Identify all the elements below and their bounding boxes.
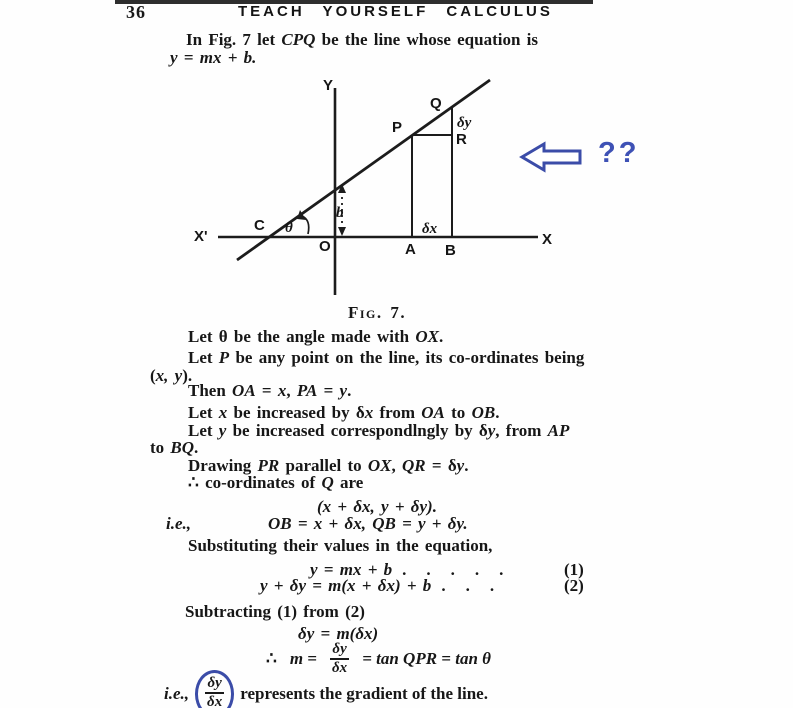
annotation-circle [195, 670, 234, 708]
text-line-l12 [188, 536, 492, 556]
fraction-numerator: δy [207, 675, 222, 691]
angle-label-theta: θ [285, 220, 293, 236]
text-segment: ... [441, 576, 515, 595]
point-label-q: Q [430, 95, 442, 112]
text-segment: AP [547, 421, 570, 440]
text-segment: y + δy = m(x + δx) + b [260, 576, 432, 595]
text-segment: y [456, 456, 465, 475]
text-segment: be increased correspondlngly by δ [226, 421, 488, 440]
point-label-c: C [254, 217, 265, 234]
text-line-l2 [188, 348, 584, 368]
text-segment: BQ [170, 438, 195, 457]
text-segment: from [373, 403, 422, 422]
page-title: TEACH YOURSELF CALCULUS [238, 3, 553, 20]
text-segment: Q [321, 473, 334, 492]
text-line-intro2 [170, 48, 256, 68]
text-line-l1 [188, 327, 443, 347]
text-segment: QR [402, 456, 426, 475]
text-segment: x [364, 403, 374, 422]
text-segment: ( [150, 366, 156, 385]
text-line-l11a [166, 514, 191, 534]
m-equation-rhs: = tan QPR = tan θ [362, 649, 491, 669]
text-segment: . [495, 403, 500, 422]
circled-dy-dx-fraction [205, 675, 224, 708]
text-segment: CPQ [281, 30, 316, 49]
text-segment: . [438, 327, 444, 346]
text-segment: (1) [564, 560, 584, 579]
fraction-denominator: δx [332, 660, 348, 677]
intercept-label-b: b [336, 205, 344, 221]
text-line-eq2 [260, 576, 514, 596]
text-segment: . [347, 381, 352, 400]
text-segment: y = mx + b. [170, 48, 257, 67]
annotation-left-arrow-icon [516, 140, 586, 174]
fraction-numerator: δy [332, 641, 347, 657]
text-line-l5 [188, 403, 499, 423]
text-segment: Let [188, 403, 219, 422]
annotation-question-marks: ?? [598, 137, 640, 169]
text-segment: Subtracting (1) from (2) [185, 602, 365, 621]
text-segment: PA [296, 381, 318, 400]
text-segment: . [464, 456, 469, 475]
text-segment: x [218, 403, 228, 422]
text-segment: = δ [425, 456, 457, 475]
text-line-l3 [150, 366, 192, 386]
fraction-denominator: δx [205, 692, 224, 708]
text-segment: y [339, 381, 348, 400]
text-segment: i.e., [166, 514, 192, 533]
text-segment: . [194, 438, 199, 457]
text-segment: (x + δx, y + δy). [317, 497, 437, 516]
text-segment: , [286, 381, 297, 400]
text-line-intro1 [186, 30, 538, 50]
text-segment: Drawing [188, 456, 258, 475]
text-segment: , [391, 456, 403, 475]
text-segment: to [150, 438, 171, 457]
text-segment: x, y [155, 366, 183, 385]
point-label-a: A [405, 241, 416, 258]
text-segment: Then [188, 381, 233, 400]
text-line-l9 [188, 473, 363, 493]
text-segment: ..... [402, 560, 524, 579]
text-segment: be the line whose equation is [315, 30, 538, 49]
text-segment: = [255, 381, 278, 400]
text-segment: PR [257, 456, 280, 475]
text-segment: OX [367, 456, 392, 475]
text-segment: δy = m(δx) [298, 624, 379, 643]
text-line-l13 [185, 602, 365, 622]
text-segment: (2) [564, 576, 584, 595]
text-segment: OB = x + δx, QB = y + δy. [268, 514, 468, 533]
gradient-suffix: represents the gradient of the line. [240, 683, 488, 703]
intercept-arrow-down-icon [338, 227, 346, 236]
text-segment: be any point on the line, its co-ordinates being [229, 348, 585, 367]
text-line-l7 [150, 438, 198, 458]
point-label-b: B [445, 242, 456, 259]
text-line-l6 [188, 421, 569, 441]
text-segment: P [218, 348, 230, 367]
point-label-o: O [319, 238, 331, 255]
ie-prefix: i.e., [164, 683, 190, 703]
text-segment: ). [182, 366, 193, 385]
text-segment: Let [188, 348, 219, 367]
point-label-r: R [456, 131, 467, 148]
text-line-l4 [188, 381, 351, 401]
text-segment: OA [232, 381, 256, 400]
text-segment: Let [188, 421, 219, 440]
text-segment: Let θ be the angle made with [188, 327, 416, 346]
therefore-symbol: ∴ [266, 649, 277, 669]
axis-label-y: Y [323, 77, 334, 94]
text-segment: be increased by δ [227, 403, 365, 422]
left-arrow-outline [522, 144, 580, 170]
text-segment: y [487, 421, 496, 440]
text-segment: are [333, 473, 364, 492]
point-label-p: P [392, 119, 403, 136]
text-segment: In Fig. 7 let [186, 30, 282, 49]
text-segment: ∴ co-ordinates of [188, 473, 322, 492]
text-segment: OB [471, 403, 496, 422]
page-number: 36 [126, 2, 146, 22]
text-segment: y [218, 421, 227, 440]
text-line-eq2n [564, 576, 584, 596]
text-segment: Substituting their values in the equation, [188, 536, 493, 555]
m-equation-lhs: m = [289, 649, 317, 669]
text-segment: x [277, 381, 287, 400]
gradient-statement-line [164, 670, 488, 708]
text-segment: OX [415, 327, 439, 346]
text-segment: Fig. 7. [348, 303, 407, 322]
text-segment: parallel to [279, 456, 368, 475]
axis-label-x-left: X' [194, 228, 208, 245]
axis-label-x-right: X [542, 231, 553, 248]
text-segment: y = mx + b [310, 560, 393, 579]
figure-7 [180, 70, 600, 310]
text-segment: OA [421, 403, 445, 422]
text-line-l11b [268, 514, 468, 534]
text-segment: to [444, 403, 472, 422]
delta-y-label: δy [457, 115, 472, 131]
delta-x-label: δx [422, 221, 438, 237]
text-segment: , from [495, 421, 548, 440]
text-segment: = [317, 381, 340, 400]
